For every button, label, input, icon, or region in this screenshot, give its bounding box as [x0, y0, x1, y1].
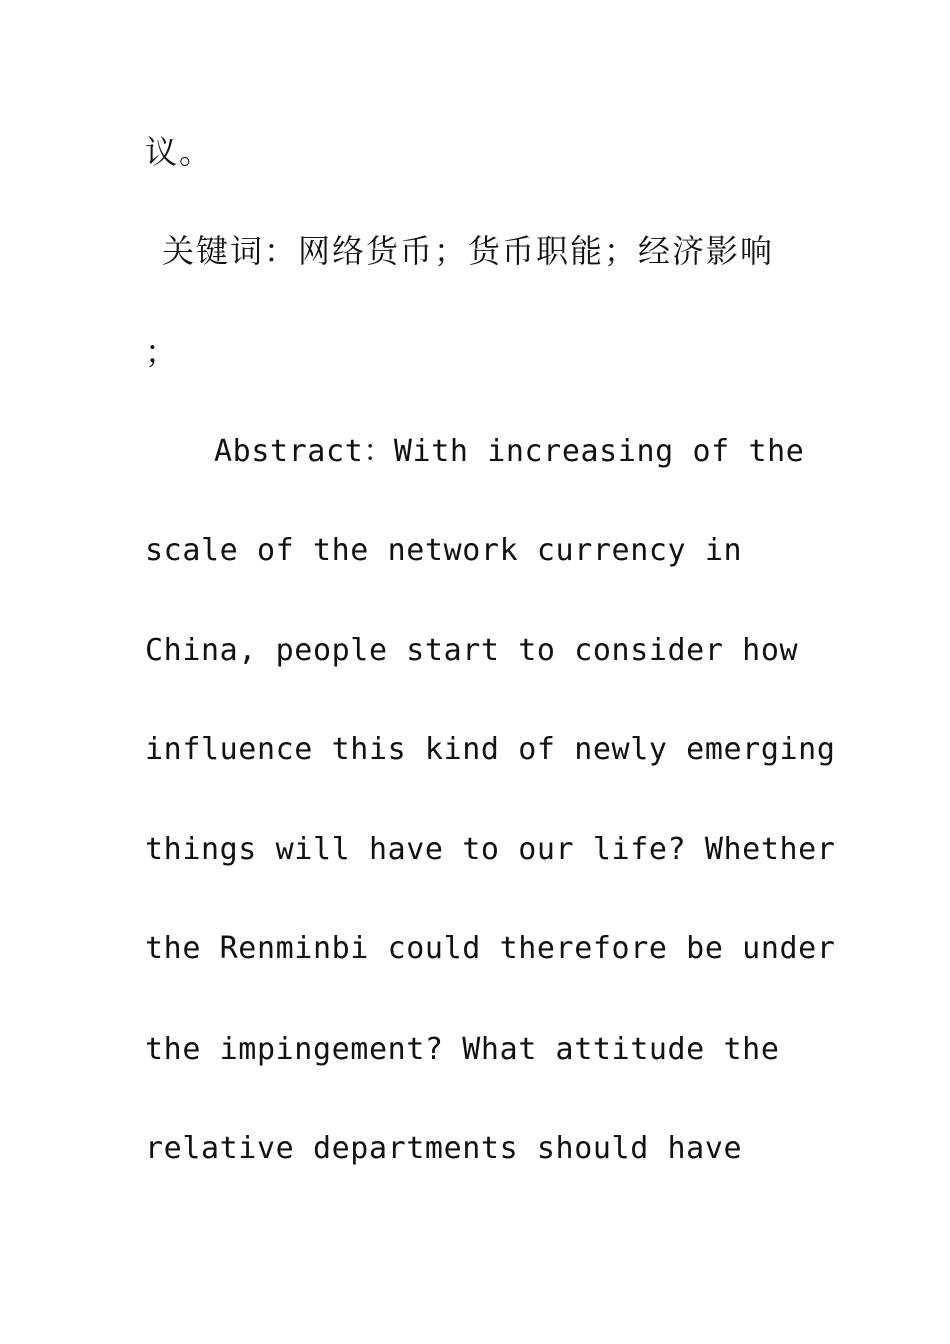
abstract-line: influence this kind of newly emerging [145, 732, 836, 767]
abstract-line: scale of the network currency in [145, 533, 743, 568]
abstract-line: China, people start to consider how [145, 633, 799, 668]
abstract-line: the impingement? What attitude the [145, 1032, 780, 1067]
abstract-line: Abstract：With increasing of the [214, 434, 805, 469]
abstract-line: relative departments should have [145, 1131, 743, 1166]
paragraph-tail: 议。 [145, 133, 214, 171]
abstract-line: things will have to our life? Whether [145, 832, 836, 867]
keywords-trailing-mark: ； [145, 333, 180, 371]
keywords-line [162, 231, 774, 271]
keywords-label: 关键词： [162, 232, 299, 270]
keywords-text: 网络货币；货币职能；经济影响 [298, 232, 775, 270]
abstract-line: the Renminbi could therefore be under [145, 931, 836, 966]
